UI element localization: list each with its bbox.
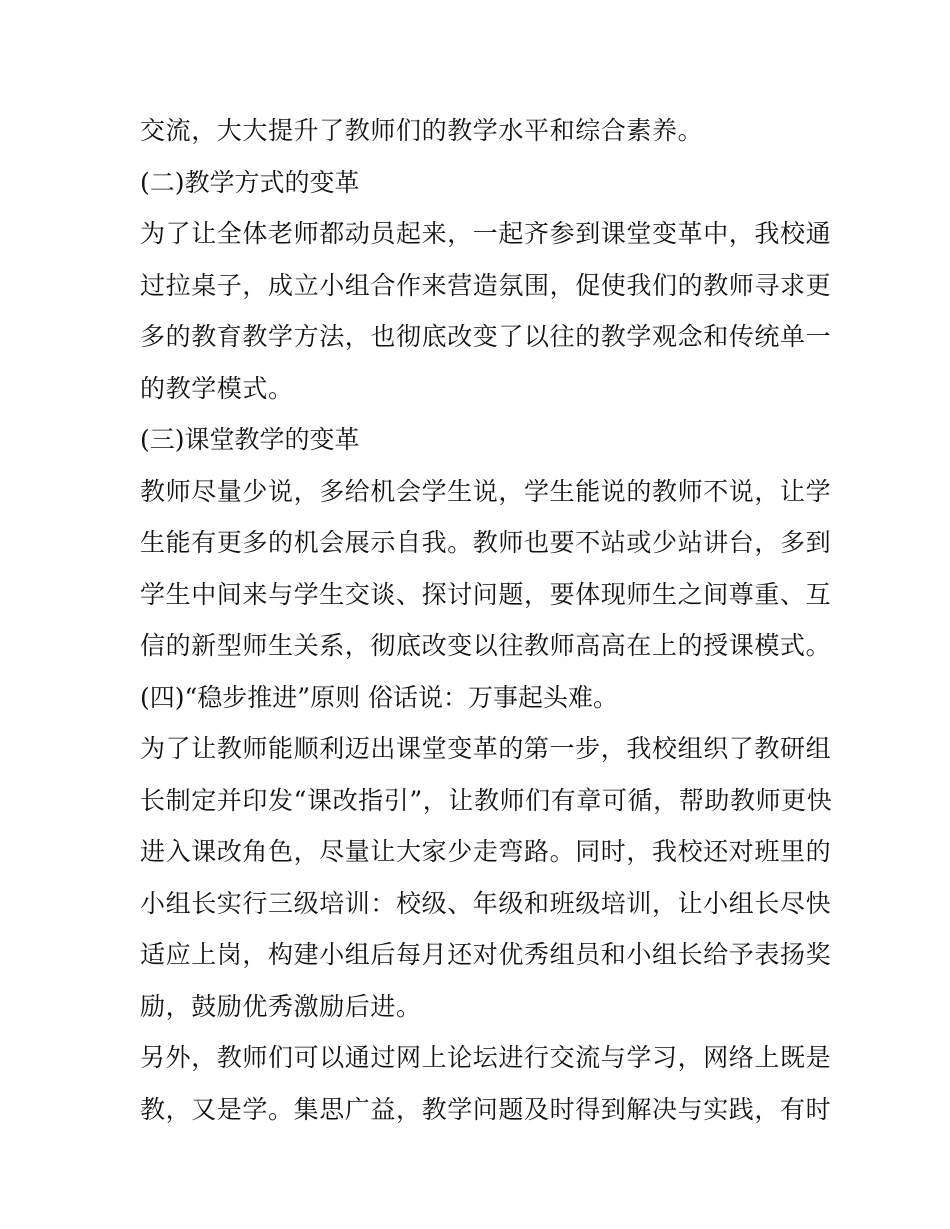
- section-heading-4: (四)“稳步推进”原则 俗话说：万事起头难。: [140, 682, 619, 712]
- text-line: 为了让教师能顺利迈出课堂变革的第一步，我校组织了教研组: [140, 734, 832, 763]
- text-line: 生能有更多的机会展示自我。教师也要不站或少站讲台，多到: [140, 528, 832, 557]
- text-line: 长制定并印发“课改指引”，让教师们有章可循，帮助教师更快: [140, 785, 833, 815]
- text-line: 励，鼓励优秀激励后进。: [140, 991, 422, 1021]
- document-body: [140, 105, 833, 1135]
- text-line: 另外，教师们可以通过网上论坛进行交流与学习，网络上既是: [140, 1043, 832, 1072]
- text-line: 过拉桌子，成立小组合作来营造氛围，促使我们的教师寻求更: [140, 270, 832, 300]
- text-line: 教师尽量少说，多给机会学生说，学生能说的教师不说，让学: [140, 476, 832, 506]
- text-line: 信的新型师生关系，彻底改变以往教师高高在上的授课模式。: [140, 631, 832, 660]
- text-line: 多的教育教学方法，也彻底改变了以往的教学观念和传统单一: [140, 322, 832, 351]
- text-line: 小组长实行三级培训：校级、年级和班级培训，让小组长尽快: [140, 888, 832, 918]
- text-line: 的教学模式。: [140, 373, 294, 403]
- text-line: 教，又是学。集思广益，教学问题及时得到解决与实践，有时: [140, 1094, 832, 1124]
- text-line: 为了让全体老师都动员起来，一起齐参到课堂变革中，我校通: [140, 219, 832, 248]
- text-line: 学生中间来与学生交谈、探讨问题，要体现师生之间尊重、互: [140, 579, 832, 609]
- text-line: 适应上岗，构建小组后每月还对优秀组员和小组长给予表扬奖: [140, 940, 832, 969]
- section-heading-3: (三)课堂教学的变革: [140, 425, 360, 454]
- section-heading-2: (二)教学方式的变革: [140, 167, 360, 197]
- text-line: 进入课改角色，尽量让大家少走弯路。同时，我校还对班里的: [140, 837, 832, 866]
- text-line: 交流，大大提升了教师们的教学水平和综合素养。: [140, 116, 704, 145]
